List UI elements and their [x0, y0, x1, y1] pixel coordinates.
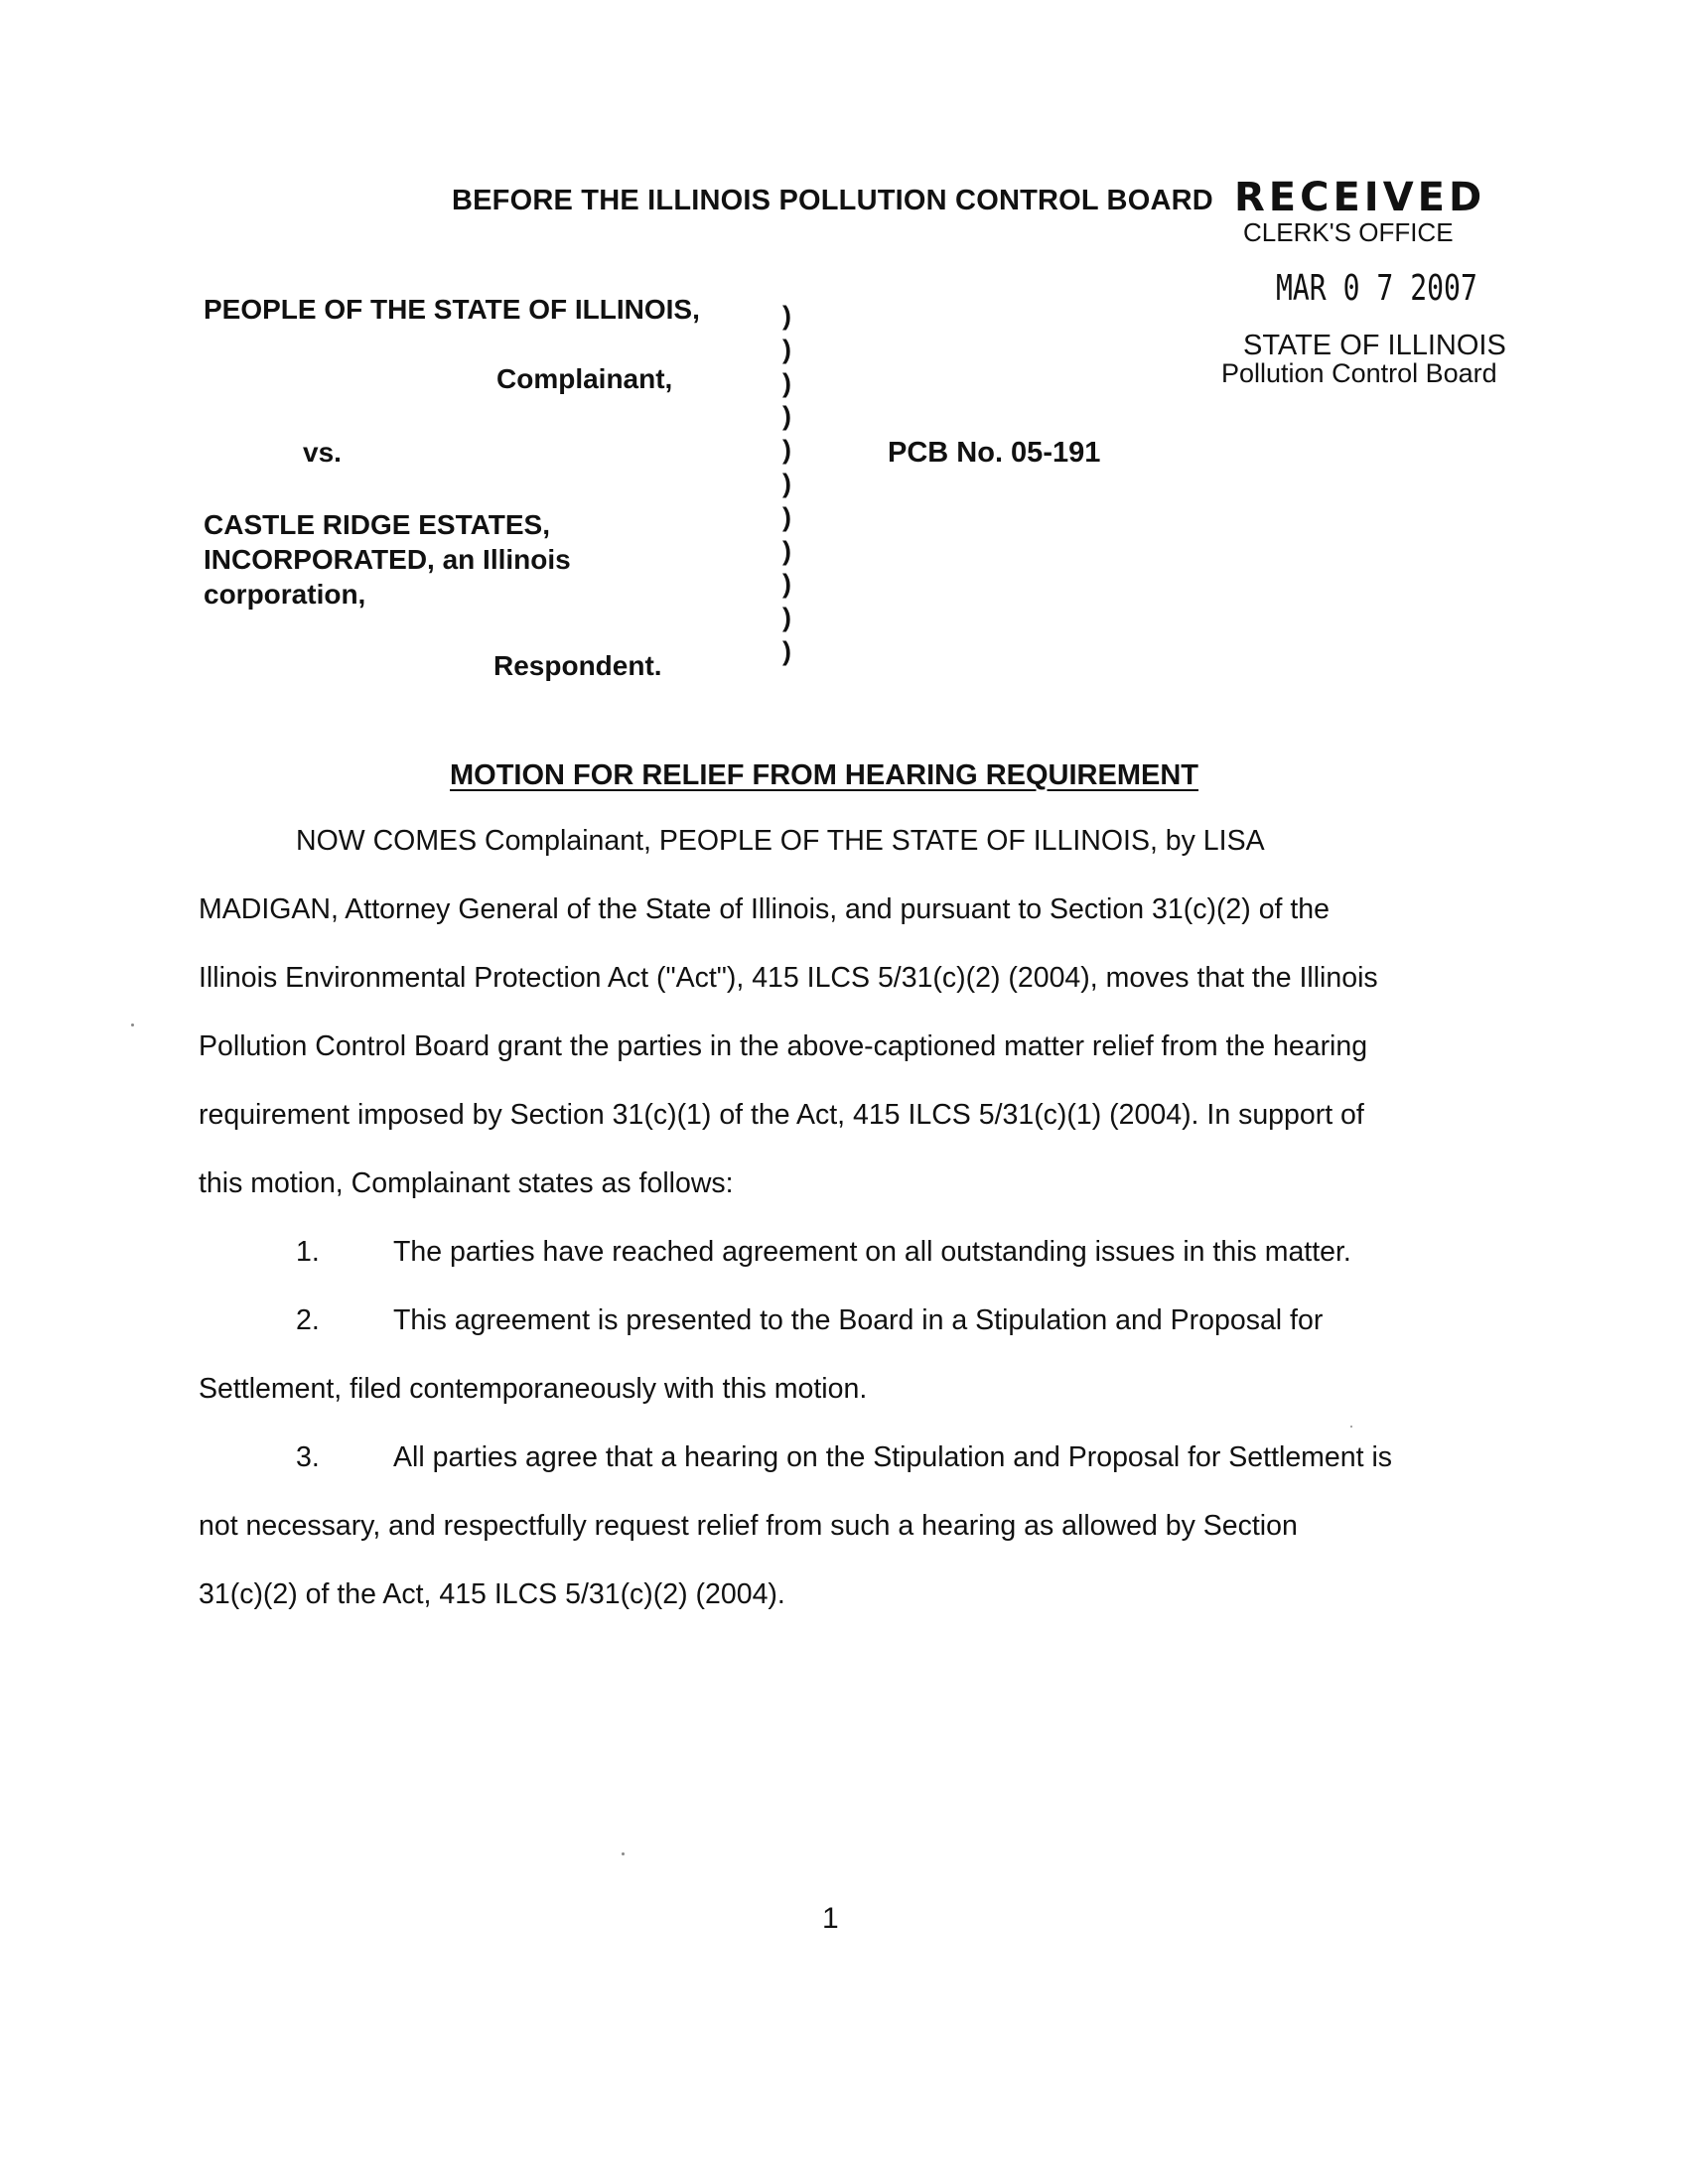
intro-line: this motion, Complainant states as follows: [199, 1167, 734, 1199]
item-text-continuation: Settlement, filed contemporaneously with this motion. [199, 1373, 868, 1405]
item-text: The parties have reached agreement on all outstanding issues in this matter. [393, 1236, 1351, 1268]
received-stamp: RECEIVED [1234, 175, 1486, 220]
respondent-name-line-1: CASTLE RIDGE ESTATES, [204, 509, 550, 540]
caption-parentheses: ) ) ) ) ) ) ) ) ) ) ) [782, 301, 791, 666]
clerks-office-stamp: CLERK'S OFFICE [1243, 217, 1454, 247]
item-text-continuation: not necessary, and respectfully request relief from such a hearing as allowed by Section [199, 1510, 1298, 1542]
case-number: PCB No. 05-191 [888, 437, 1101, 469]
complainant-name: PEOPLE OF THE STATE OF ILLINOIS, [204, 294, 700, 325]
intro-line: NOW COMES Complainant, PEOPLE OF THE STATE OF ILLINOIS, by LISA [296, 825, 1265, 857]
versus-label: vs. [303, 437, 342, 468]
scan-speck [1350, 1426, 1352, 1428]
scan-speck [131, 1024, 134, 1026]
intro-line: Illinois Environmental Protection Act ("Act"), 415 ILCS 5/31(c)(2) (2004), moves that the Illinois [199, 962, 1378, 994]
respondent-name-line-2: INCORPORATED, an Illinois [204, 544, 571, 575]
respondent-role: Respondent. [493, 650, 662, 681]
stamp-state-line: STATE OF ILLINOIS [1243, 330, 1506, 361]
page-number: 1 [822, 1902, 839, 1935]
stamp-board-line: Pollution Control Board [1221, 358, 1497, 388]
item-number: 3. [296, 1441, 320, 1473]
complainant-role: Complainant, [496, 363, 673, 394]
item-number: 1. [296, 1236, 320, 1268]
respondent-name-line-3: corporation, [204, 579, 366, 610]
motion-title: MOTION FOR RELIEF FROM HEARING REQUIREMENT [450, 759, 1198, 791]
intro-line: Pollution Control Board grant the parties in the above-captioned matter relief from the hearing [199, 1030, 1368, 1062]
item-number: 2. [296, 1304, 320, 1336]
item-text-continuation: 31(c)(2) of the Act, 415 ILCS 5/31(c)(2) (2004). [199, 1578, 785, 1610]
scan-speck [622, 1852, 625, 1855]
court-heading: BEFORE THE ILLINOIS POLLUTION CONTROL BOARD [452, 185, 1213, 216]
item-text: All parties agree that a hearing on the Stipulation and Proposal for Settlement is [393, 1441, 1393, 1473]
item-text: This agreement is presented to the Board in a Stipulation and Proposal for [393, 1304, 1324, 1336]
received-date-stamp: MAR 0 7 2007 [1276, 268, 1477, 309]
intro-line: MADIGAN, Attorney General of the State of Illinois, and pursuant to Section 31(c)(2) of the [199, 893, 1330, 925]
intro-line: requirement imposed by Section 31(c)(1) of the Act, 415 ILCS 5/31(c)(1) (2004). In support of [199, 1099, 1364, 1131]
